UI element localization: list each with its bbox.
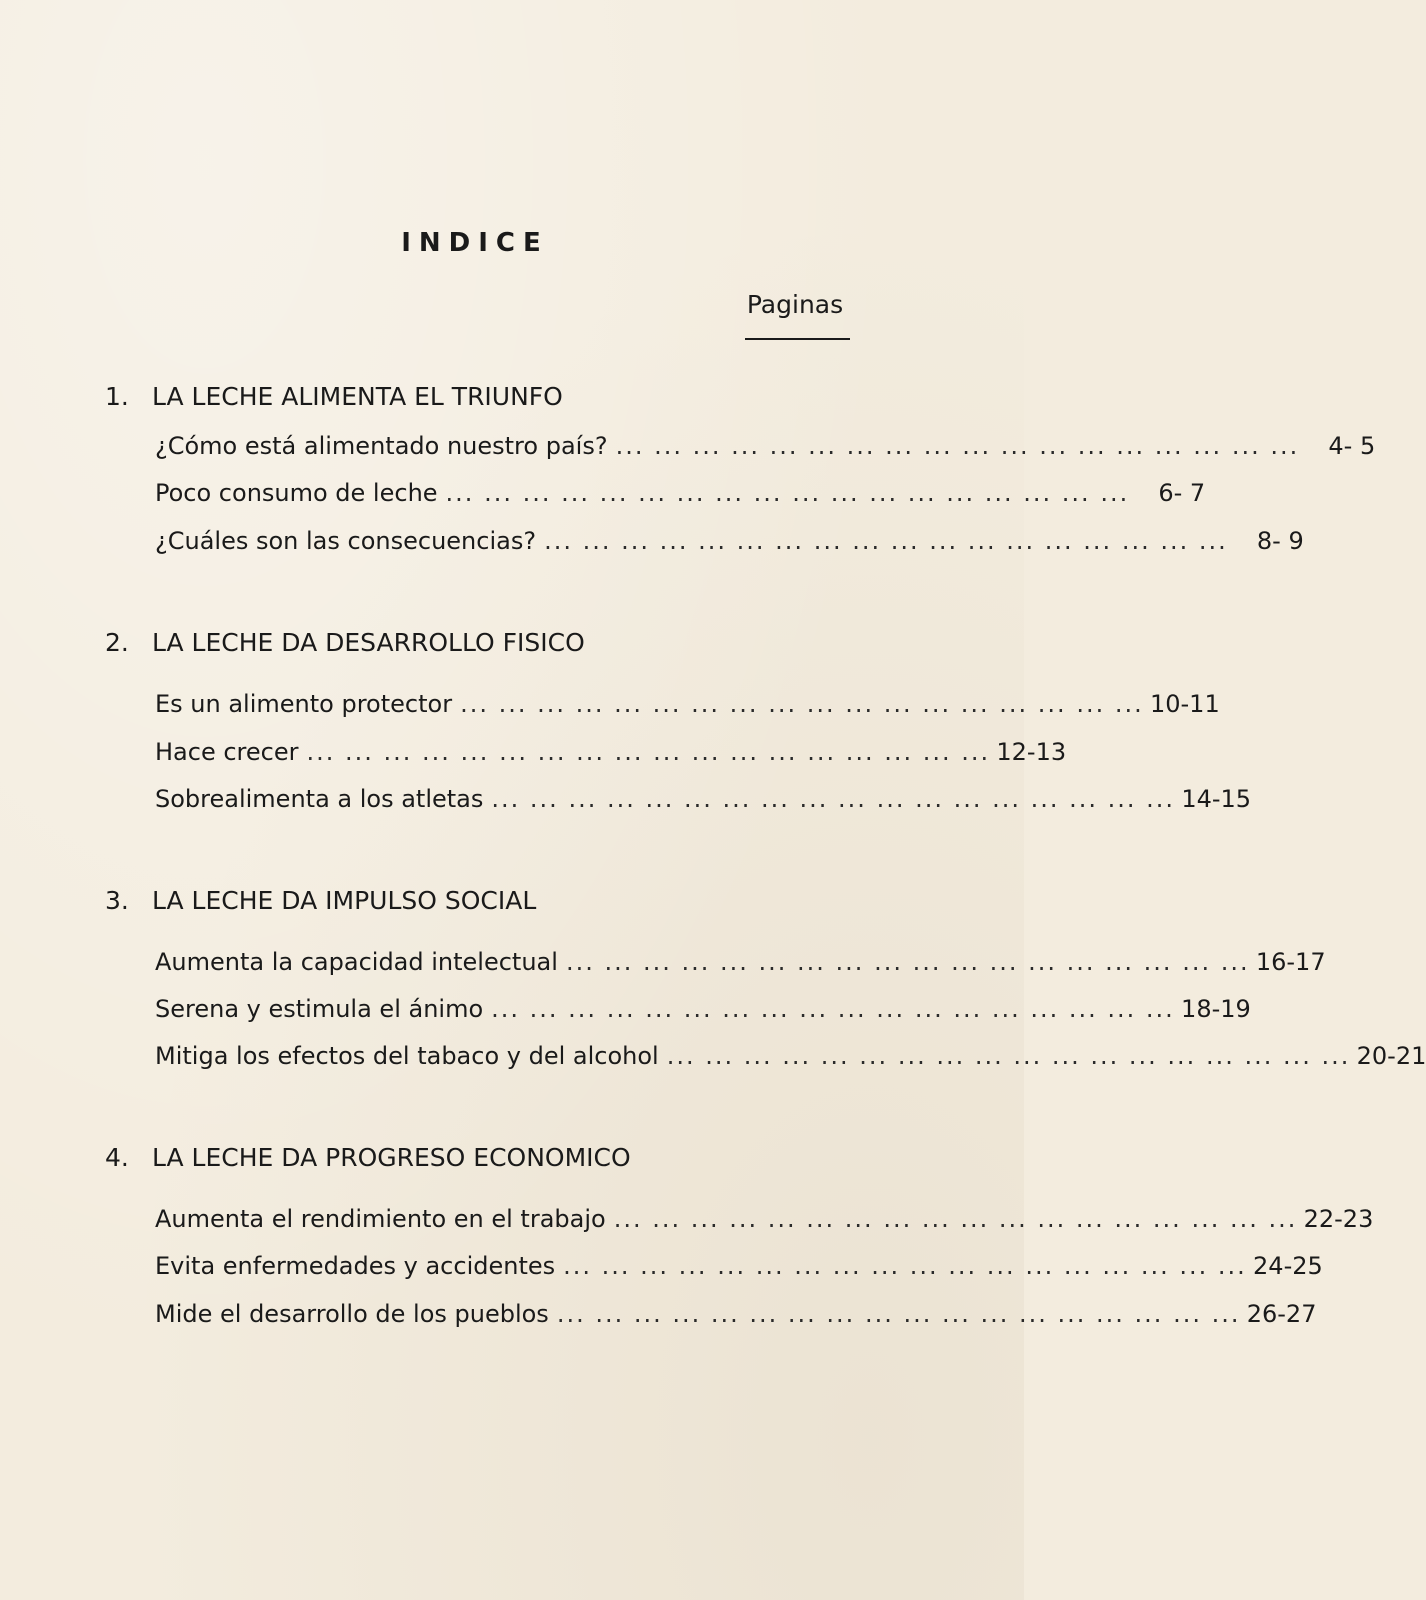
entry-pages: 14-15 [1181,785,1252,813]
entry-pages: 26-27 [1246,1300,1317,1328]
dot-leader: ... ... ... ... ... ... ... ... ... ... ... ... ... ... ... ... ... ... [306,738,991,766]
toc-entry[interactable] [155,690,1220,724]
toc-entry[interactable] [155,1205,1374,1239]
dot-leader: ... ... ... ... ... ... ... ... ... ... ... ... ... ... ... ... ... ... [491,995,1175,1023]
entry-label: Aumenta el rendimiento en el trabajo [155,1205,606,1233]
entry-pages: 20-21 [1356,1042,1426,1070]
section-4-heading [105,1143,631,1172]
dot-leader: ... ... ... ... ... ... ... ... ... ... ... ... ... ... ... ... ... ... [613,1205,1298,1233]
entry-pages: 22-23 [1303,1205,1374,1233]
toc-entry[interactable] [155,527,1304,561]
entry-pages: 6- 7 [1158,479,1206,507]
entry-label: Aumenta la capacidad intelectual [155,948,558,976]
section-number: 1. [105,382,129,411]
section-number: 2. [105,628,129,657]
entry-pages: 24-25 [1253,1252,1323,1280]
section-number: 3. [105,886,129,915]
page-title: INDICE [401,228,549,258]
entry-pages: 18-19 [1181,995,1251,1023]
section-title: LA LECHE DA IMPULSO SOCIAL [152,886,537,915]
section-title: LA LECHE DA PROGRESO ECONOMICO [152,1143,631,1172]
entry-pages: 4- 5 [1328,432,1376,460]
entry-pages: 16-17 [1255,948,1326,976]
dot-leader: ... ... ... ... ... ... ... ... ... ... ... ... ... ... ... ... ... ... [615,432,1300,460]
toc-entry[interactable] [155,948,1326,982]
dot-leader: ... ... ... ... ... ... ... ... ... ... ... ... ... ... ... ... ... ... [491,785,1176,813]
entry-label: ¿Cómo está alimentado nuestro país? [155,432,608,460]
section-title: LA LECHE DA DESARROLLO FISICO [152,628,585,657]
section-3-heading [105,886,536,915]
entry-label: Poco consumo de leche [155,479,438,507]
entry-label: Hace crecer [155,738,299,766]
dot-leader: ... ... ... ... ... ... ... ... ... ... ... ... ... ... ... ... ... ... [563,1252,1247,1280]
toc-entry[interactable] [155,1042,1426,1076]
entry-label: Evita enfermedades y accidentes [155,1252,556,1280]
dot-leader: ... ... ... ... ... ... ... ... ... ... ... ... ... ... ... ... ... ... [565,948,1250,976]
entry-pages: 10-11 [1149,690,1220,718]
entry-pages: 12-13 [996,738,1067,766]
toc-entry[interactable] [155,785,1252,819]
section-number: 4. [105,1143,129,1172]
pages-column-header: Paginas [746,290,844,319]
entry-label: ¿Cuáles son las consecuencias? [155,527,537,555]
dot-leader: ... ... ... ... ... ... ... ... ... ... ... ... ... ... ... ... ... ... [556,1300,1241,1328]
toc-entry[interactable] [155,432,1376,466]
toc-entry[interactable] [155,1300,1317,1334]
entry-label: Serena y estimula el ánimo [155,995,484,1023]
dot-leader: ... ... ... ... ... ... ... ... ... ... ... ... ... ... ... ... ... ... [460,690,1144,718]
entry-label: Es un alimento protector [155,690,453,718]
dot-leader: ... ... ... ... ... ... ... ... ... ... ... ... ... ... ... ... ... ... [445,479,1130,507]
section-title: LA LECHE ALIMENTA EL TRIUNFO [152,382,563,411]
entry-label: Mide el desarrollo de los pueblos [155,1300,549,1328]
entry-pages: 8- 9 [1256,527,1304,555]
pages-header-underline [745,338,850,340]
section-2-heading [105,628,585,657]
dot-leader: ... ... ... ... ... ... ... ... ... ... ... ... ... ... ... ... ... ... [544,527,1228,555]
entry-label: Sobrealimenta a los atletas [155,785,484,813]
dot-leader: ... ... ... ... ... ... ... ... ... ... ... ... ... ... ... ... ... ... [666,1042,1351,1070]
entry-label: Mitiga los efectos del tabaco y del alcohol [155,1042,659,1070]
toc-entry[interactable] [155,738,1067,772]
toc-entry[interactable] [155,479,1206,513]
toc-entry[interactable] [155,995,1251,1029]
toc-entry[interactable] [155,1252,1323,1286]
section-1-heading [105,382,563,411]
